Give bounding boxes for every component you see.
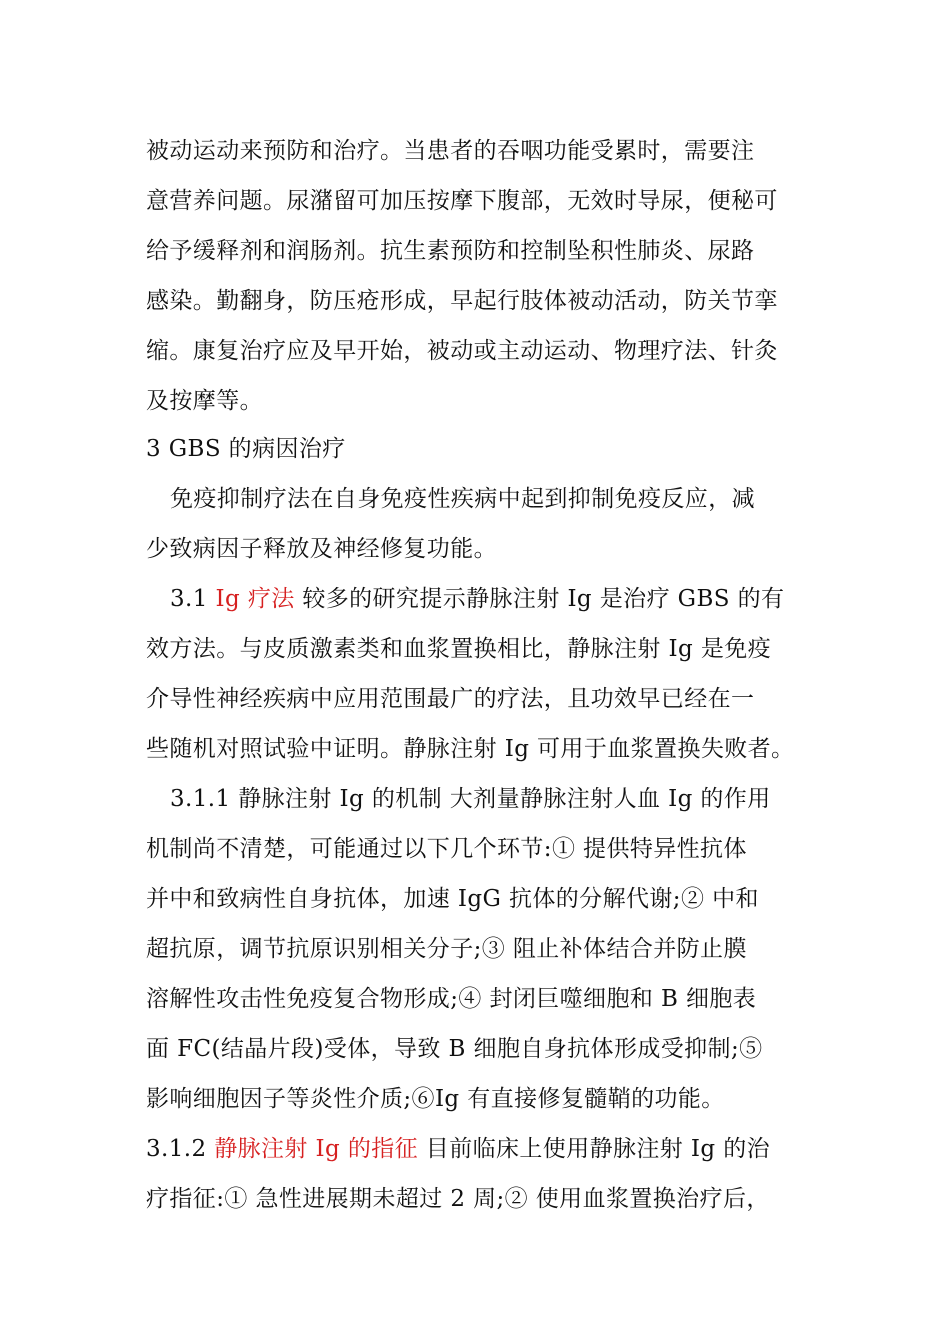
text-run: 目前临床上使用静脉注射 Ig 的治 bbox=[418, 1136, 771, 1162]
text-run: 3.1.1 静脉注射 Ig 的机制 大剂量静脉注射人血 Ig 的作用 bbox=[170, 786, 771, 812]
text-run: 给予缓释剂和润肠剂。抗生素预防和控制坠积性肺炎、尿路 bbox=[146, 238, 755, 264]
section-heading bbox=[146, 434, 814, 464]
text-run: 免疫抑制疗法在自身免疫性疾病中起到抑制免疫反应，减 bbox=[170, 486, 755, 512]
text-line bbox=[146, 634, 814, 664]
subsection-line bbox=[146, 1134, 814, 1164]
text-run: 被动运动来预防和治疗。当患者的吞咽功能受累时，需要注 bbox=[146, 138, 755, 164]
text-run: 介导性神经疾病中应用范围最广的疗法，且功效早已经在一 bbox=[146, 686, 755, 712]
text-run: 溶解性攻击性免疫复合物形成;④ 封闭巨噬细胞和 B 细胞表 bbox=[146, 986, 757, 1012]
text-run: 面 FC(结晶片段)受体，导致 B 细胞自身抗体形成受抑制;⑤ bbox=[146, 1036, 763, 1062]
text-run: 影响细胞因子等炎性介质;⑥Ig 有直接修复髓鞘的功能。 bbox=[146, 1086, 725, 1112]
text-line bbox=[146, 386, 814, 416]
text-run: 效方法。与皮质激素类和血浆置换相比，静脉注射 Ig 是免疫 bbox=[146, 636, 772, 662]
text-run: 疗指征:① 急性进展期未超过 2 周;② 使用血浆置换治疗后， bbox=[146, 1186, 770, 1212]
text-line bbox=[146, 534, 814, 564]
text-run: 较多的研究提示静脉注射 Ig 是治疗 GBS 的有 bbox=[294, 586, 785, 612]
text-run: 缩。康复治疗应及早开始，被动或主动运动、物理疗法、针灸 bbox=[146, 338, 778, 364]
text-line bbox=[146, 186, 814, 216]
subsection-line bbox=[170, 584, 838, 614]
text-run: 意营养问题。尿潴留可加压按摩下腹部，无效时导尿，便秘可 bbox=[146, 188, 778, 214]
subsection-line bbox=[170, 784, 838, 814]
text-run: 3.1 bbox=[170, 586, 216, 612]
text-run: 3 GBS 的病因治疗 bbox=[146, 436, 346, 462]
text-run: 并中和致病性自身抗体，加速 IgG 抗体的分解代谢;② 中和 bbox=[146, 886, 759, 912]
text-line bbox=[146, 684, 814, 714]
text-line bbox=[146, 1184, 814, 1214]
text-run: 些随机对照试验中证明。静脉注射 Ig 可用于血浆置换失败者。 bbox=[146, 736, 795, 762]
text-run: 3.1.2 bbox=[146, 1136, 215, 1162]
text-run: 少致病因子释放及神经修复功能。 bbox=[146, 536, 497, 562]
text-line bbox=[146, 734, 814, 764]
text-line bbox=[146, 336, 814, 366]
text-line bbox=[146, 286, 814, 316]
text-line bbox=[146, 1034, 814, 1064]
text-run: 及按摩等。 bbox=[146, 388, 263, 414]
text-run: 超抗原，调节抗原识别相关分子;③ 阻止补体结合并防止膜 bbox=[146, 936, 747, 962]
text-line bbox=[146, 236, 814, 266]
text-run: 感染。勤翻身，防压疮形成，早起行肢体被动活动，防关节挛 bbox=[146, 288, 778, 314]
text-line bbox=[170, 484, 838, 514]
text-line bbox=[146, 136, 814, 166]
text-line bbox=[146, 984, 814, 1014]
text-line bbox=[146, 934, 814, 964]
subsection-title: 静脉注射 Ig 的指征 bbox=[214, 1136, 419, 1162]
text-line bbox=[146, 1084, 814, 1114]
text-line bbox=[146, 884, 814, 914]
subsection-title: Ig 疗法 bbox=[215, 586, 295, 612]
text-run: 机制尚不清楚，可能通过以下几个环节:① 提供特异性抗体 bbox=[146, 836, 747, 862]
text-line bbox=[146, 834, 814, 864]
